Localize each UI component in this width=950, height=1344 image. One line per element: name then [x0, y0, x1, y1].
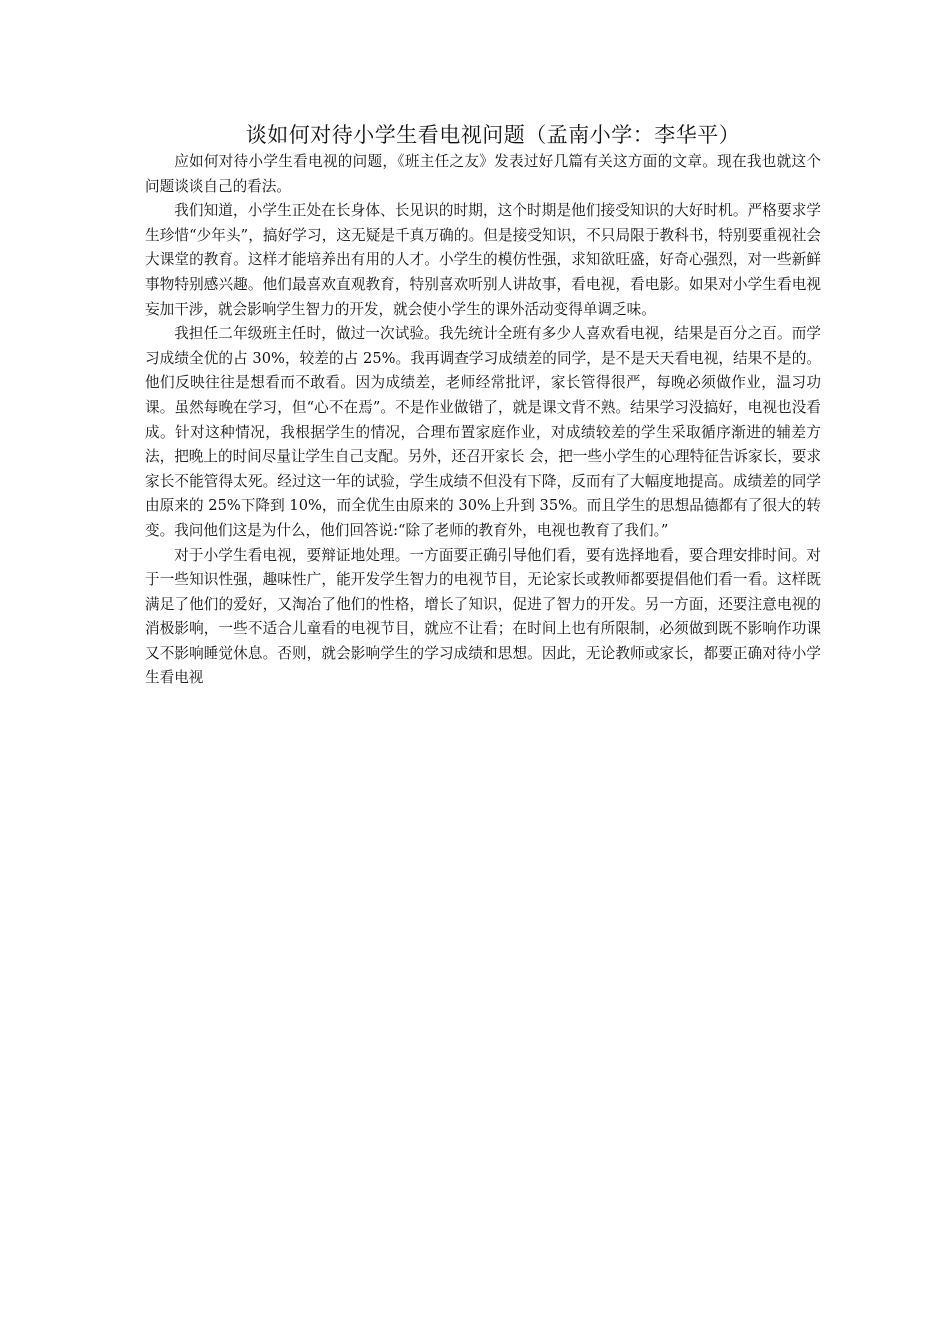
paragraph-experiment: 我担任二年级班主任时，做过一次试验。我先统计全班有多少人喜欢看电视，结果是百分之百。而学习成绩全优的占 30%，较差的占 25%。我再调查学习成绩差的同学，是不是天天看电视，结果不是的。他们反映往往是想看而不敢看。因为成绩差，老师经常批评，家长管得很严，每晚必须做作业，温习功课。虽然每晚在学习，但“心不在焉”。不是作业做错了，就是课文背不熟。结果学习没搞好，电视也没看成。针对这种情况，我根据学生的情况，合理布置家庭作业，对成绩较差的学生采取循序渐进的辅差方法，把晚上的时间尽量让学生自己支配。另外，还召开家长 会，把一些小学生的心理特征告诉家长，要求家长不能管得太死。经过这一年的试验，学生成绩不但没有下降，反而有了大幅度地提高。成绩差的同学由原来的 25%下降到 10%，而全优生由原来的 30%上升到 35%。而且学生的思想品德都有了很大的转变。我问他们这是为什么，他们回答说:“除了老师的教育外，电视也教育了我们。” — [145, 325, 821, 539]
paragraph-background: 我们知道，小学生正处在长身体、长见识的时期，这个时期是他们接受知识的大好时机。严格要求学生珍惜“少年头”，搞好学习，这无疑是千真万确的。但是接受知识，不只局限于教科书，特别要重视社会大课堂的教育。这样才能培养出有用的人才。小学生的模仿性强，求知欲旺盛，好奇心强烈，对一些新鲜事物特别感兴趣。他们最喜欢直观教育，特别喜欢听别人讲故事，看电视，看电影。如果对小学生看电视妄加干涉，就会影响学生智力的开发，就会使小学生的课外活动变得单调乏味。 — [145, 202, 821, 318]
paragraph-intro: 应如何对待小学生看电视的问题，《班主任之友》发表过好几篇有关这方面的文章。现在我也就这个问题谈谈自己的看法。 — [145, 153, 821, 195]
paragraph-conclusion: 对于小学生看电视，要辩证地处理。一方面要正确引导他们看，要有选择地看，要合理安排时间。对于一些知识性强，趣味性广，能开发学生智力的电视节目，无论家长或教师都要提倡他们看一看。这样既满足了他们的爱好，又淘冶了他们的性格，增长了知识，促进了智力的开发。另一方面，还要注意电视的消极影响，一些不适合儿童看的电视节目，就应不让看；在时间上也有所限制，必须做到既不影响作功课又不影响睡觉休息。否则，就会影响学生的学习成绩和思想。因此，无论教师或家长，都要正确对待小学生看电视 — [145, 546, 821, 687]
document-title: 谈如何对待小学生看电视问题（孟南小学：李华平） — [245, 123, 741, 147]
document-page — [145, 120, 821, 691]
